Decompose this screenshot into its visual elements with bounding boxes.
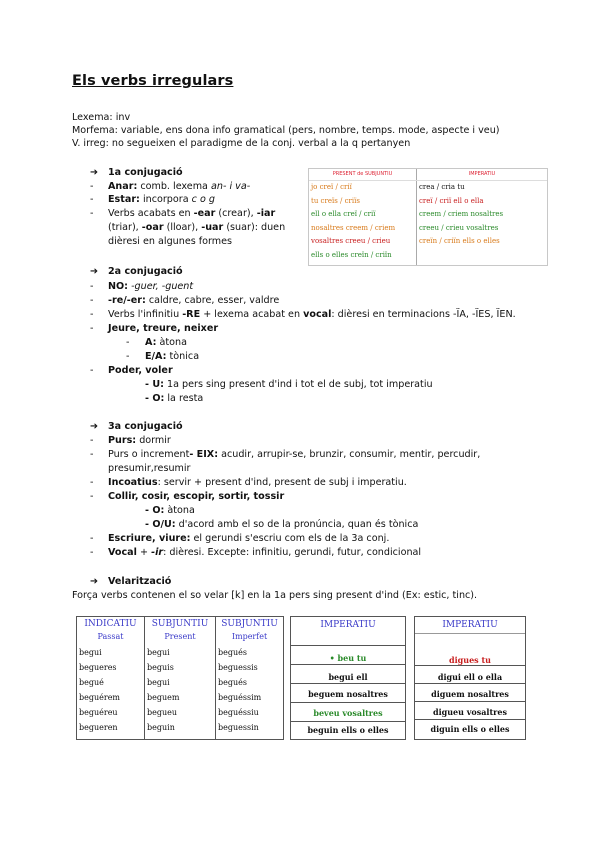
- imperatiu-header: IMPERATIU: [442, 620, 498, 630]
- table-divider: [291, 721, 405, 722]
- conj2-no: [108, 281, 193, 293]
- eix-label: - EIX:: [189, 449, 219, 460]
- anar-italic: an- i va-: [210, 181, 251, 192]
- conj1-verbs-line1: [108, 208, 275, 220]
- table-cell: begueres: [79, 663, 117, 672]
- vocal-label: Vocal: [108, 547, 137, 558]
- incr-text-a: Purs o increment: [108, 449, 190, 460]
- conj3-o: [145, 505, 195, 517]
- table-cell: creï / criï ell o ella: [419, 196, 484, 205]
- imperatiu-dir-table: [414, 616, 526, 740]
- bullet-dash: -: [90, 533, 94, 544]
- table-cell: jo creï / criï: [311, 183, 352, 191]
- intro-morfema: Morfema: variable, ens dona info gramatical (pers, nombre, temps. mode, aspecte i veu): [72, 125, 500, 136]
- re-bold: -RE: [182, 309, 201, 320]
- estar-text: incorpora: [139, 194, 192, 205]
- table-cell: beveu vosaltres: [313, 708, 383, 718]
- bullet-dash: -: [126, 337, 130, 348]
- imperatiu-header: IMPERATIU: [320, 620, 376, 630]
- no-text: -guer, -guent: [128, 281, 194, 292]
- table-header-present-subj: PRESENT de SUBJUNTIU: [332, 171, 393, 177]
- table-header-imperatiu: IMPERATIU: [468, 171, 496, 177]
- table-divider: [415, 701, 525, 702]
- u-label: - U:: [145, 379, 164, 390]
- bullet-dash: -: [90, 194, 94, 205]
- conj3-incoatius: [108, 477, 407, 489]
- conj2-jeure: Jeure, treure, neixer: [108, 323, 219, 334]
- table-col-right: [419, 181, 503, 249]
- imperatiu-beure-table: [290, 616, 406, 740]
- bullet-dash: -: [90, 477, 94, 488]
- table-cell: begués: [218, 648, 247, 657]
- escriure-label: Escriure, viure:: [108, 533, 191, 544]
- table-cell: begui: [79, 648, 102, 657]
- incoatius-text: : servir + present d'ind, present de subj i imperatiu.: [157, 477, 407, 488]
- bullet-dash: -: [90, 208, 94, 219]
- table-divider: [415, 665, 525, 666]
- table-col-left: [311, 181, 395, 263]
- bullet-dash: -: [90, 323, 94, 334]
- table-cell: begui: [147, 678, 170, 687]
- conj2-re-er: [108, 295, 279, 307]
- iar-example: (triar),: [108, 222, 142, 233]
- table-cell: digui ell o ella: [437, 672, 503, 682]
- conj2-o: [145, 393, 203, 405]
- table-cell: creeu / crieu vosaltres: [419, 223, 499, 232]
- no-label: NO:: [108, 281, 129, 292]
- table-cell: digueu vosaltres: [433, 707, 507, 717]
- anar-text: comb. lexema: [137, 181, 211, 192]
- conj2-re-line: [108, 309, 516, 321]
- re-text-b: + lexema acabat en: [200, 309, 304, 320]
- ear-example: (crear),: [215, 208, 257, 219]
- table-cell: beguéssim: [218, 693, 262, 702]
- purs-label: Purs:: [108, 435, 137, 446]
- table-cell: tu creïs / criïs: [311, 196, 360, 205]
- conj1-verbs-line2: [108, 222, 285, 234]
- beure-conjugation-table: [76, 616, 284, 740]
- table-cell: begui ell: [328, 672, 368, 682]
- table-cell: beguem: [147, 693, 180, 702]
- conj2-u: [145, 379, 433, 391]
- arrow-icon: ➔: [90, 167, 99, 178]
- conj1-verbs-line3: dièresi en algunes formes: [108, 236, 233, 247]
- table-cell: diguem nosaltres: [431, 689, 509, 699]
- bullet-dash: -: [90, 309, 94, 320]
- uar-example: (suar):: [223, 222, 261, 233]
- table-cell: beguin ells o elles: [307, 725, 389, 735]
- conj3-increment: [108, 449, 480, 461]
- purs-text: dormir: [136, 435, 171, 446]
- incoatius-label: Incoatius: [108, 477, 158, 488]
- table-divider: [415, 719, 525, 720]
- conj3-increment-cont: presumir,resumir: [108, 463, 191, 474]
- table-divider: [291, 683, 405, 684]
- ir-suffix: -ir: [151, 547, 164, 558]
- header-subjuntiu-present: SUBJUNTIU: [151, 619, 209, 629]
- a-label: A:: [145, 337, 157, 348]
- table-cell: beguessin: [218, 723, 259, 732]
- verbs-text: Verbs acabats en: [108, 208, 194, 219]
- re-er-label: -re/-er:: [108, 295, 146, 306]
- conj2-heading: 2a conjugació: [108, 266, 183, 277]
- vocal-text: : dièresi. Excepte: infinitiu, gerundi, futur, condicional: [163, 547, 422, 558]
- bullet-dash: -: [90, 295, 94, 306]
- ea-text: tònica: [166, 351, 200, 362]
- conj3-heading: 3a conjugació: [108, 421, 183, 432]
- table-cell: beguérem: [79, 693, 121, 702]
- subheader-imperfet: Imperfet: [231, 632, 268, 641]
- estar-label: Estar:: [108, 194, 140, 205]
- duen-text: duen: [261, 222, 286, 233]
- table-cell: nosaltres creem / criem: [311, 223, 396, 232]
- arrow-icon: ➔: [90, 421, 99, 432]
- table-divider: [416, 169, 417, 265]
- ea-label: E/A:: [145, 351, 167, 362]
- table-cell: begué: [79, 678, 104, 687]
- table-divider: [415, 683, 525, 684]
- o2-text: àtona: [164, 505, 195, 516]
- bullet-dash: -: [90, 449, 94, 460]
- table-cell: beguin: [147, 723, 175, 732]
- table-cell: beguéreu: [79, 708, 118, 717]
- o-text: la resta: [164, 393, 204, 404]
- bullet-dash: -: [90, 547, 94, 558]
- table-divider: [291, 645, 405, 646]
- u-text: 1a pers sing present d'ind i tot el de subj, tot imperatiu: [163, 379, 433, 390]
- table-cell: beguem nosaltres: [308, 689, 388, 699]
- imperatiu-cell-text: beu tu: [337, 653, 367, 663]
- table-cell: creïn / criïn ells o elles: [419, 237, 500, 246]
- table-cell: vosaltres creeu / crieu: [311, 237, 391, 246]
- anar-label: Anar:: [108, 181, 138, 192]
- intro-virreg: V. irreg: no segueixen el paradigme de la conj. verbal a la q pertanyen: [72, 138, 411, 149]
- oar-suffix: -oar: [141, 222, 164, 233]
- conj3-purs: [108, 435, 171, 447]
- table-cell: ells o elles creïn / criïn: [311, 250, 392, 259]
- conj3-collir: Collir, cosir, escopir, sortir, tossir: [108, 491, 285, 502]
- ear-suffix: -ear: [193, 208, 216, 219]
- table-cell: begueu: [147, 708, 178, 717]
- subheader-passat: Passat: [97, 632, 124, 641]
- page-title: Els verbs irregulars: [72, 73, 234, 89]
- o2-label: - O:: [145, 505, 165, 516]
- table-divider: [415, 633, 525, 634]
- iar-suffix: -iar: [256, 208, 276, 219]
- conj2-poder: Poder, voler: [108, 365, 173, 376]
- re-er-text: caldre, cabre, esser, valdre: [145, 295, 280, 306]
- estar-italic: c o g: [191, 194, 215, 205]
- conj2-a: [145, 337, 187, 349]
- table-cell: • beu tu: [329, 653, 367, 663]
- re-text-c: : dièresi en terminacions -ÏA, -ÏES, ÏEN.: [331, 309, 516, 320]
- table-cell: beguis: [147, 663, 174, 672]
- bullet-dash: -: [90, 435, 94, 446]
- header-indicatiu: INDICATIU: [84, 619, 137, 629]
- bullet-dash: -: [90, 281, 94, 292]
- table-cell: beguéssiu: [218, 708, 259, 717]
- table-cell: diguin ells o elles: [430, 724, 510, 734]
- velar-heading: Velarització: [108, 576, 172, 587]
- table-cell: begués: [218, 678, 247, 687]
- ou-text: d'acord amb el so de la pronúncia, quan és tònica: [175, 519, 419, 530]
- ou-label: - O/U:: [145, 519, 176, 530]
- table-cell: creem / criem nosaltres: [419, 210, 504, 219]
- table-divider: [291, 664, 405, 665]
- arrow-icon: ➔: [90, 576, 99, 587]
- vocal-bold: vocal: [303, 309, 332, 320]
- conj3-ou: [145, 519, 418, 531]
- bullet-dash: -: [90, 365, 94, 376]
- oar-example: (lloar),: [163, 222, 202, 233]
- table-divider: [291, 702, 405, 703]
- table-cell: begui: [147, 648, 170, 657]
- bullet-dash: -: [126, 351, 130, 362]
- escriure-text: el gerundi s'escriu com els de la 3a conj.: [190, 533, 390, 544]
- conj2-ea: [145, 351, 199, 363]
- re-text-a: Verbs l'infinitiu: [108, 309, 183, 320]
- table-cell: crea / cria tu: [419, 183, 465, 191]
- table-cell: digues tu: [449, 655, 491, 665]
- uar-suffix: -uar: [201, 222, 224, 233]
- bullet-dash: -: [90, 491, 94, 502]
- table-cell: beguessis: [218, 663, 258, 672]
- bullet-dash: -: [90, 181, 94, 192]
- incr-text-c: acudir, arrupir-se, brunzir, consumir, mentir, percudir,: [218, 449, 481, 460]
- conj3-vocal: [108, 547, 421, 559]
- subjuntiu-imperatiu-table: [308, 168, 548, 266]
- table-cell: ell o ella creï / criï: [311, 210, 376, 219]
- conj3-escriure: [108, 533, 389, 545]
- subheader-present: Present: [164, 632, 196, 641]
- velar-text: Força verbs contenen el so velar [k] en la 1a pers sing present d'ind (Ex: estic, tinc).: [72, 590, 478, 601]
- a-text: àtona: [156, 337, 187, 348]
- plus-text: +: [136, 547, 152, 558]
- conj1-heading: 1a conjugació: [108, 167, 183, 178]
- conj1-anar: [108, 181, 250, 193]
- arrow-icon: ➔: [90, 266, 99, 277]
- intro-lexema: Lexema: inv: [72, 112, 131, 123]
- header-subjuntiu-imperfet: SUBJUNTIU: [221, 619, 278, 629]
- table-cell: begueren: [79, 723, 118, 732]
- conj1-estar: [108, 194, 215, 206]
- o-label: - O:: [145, 393, 165, 404]
